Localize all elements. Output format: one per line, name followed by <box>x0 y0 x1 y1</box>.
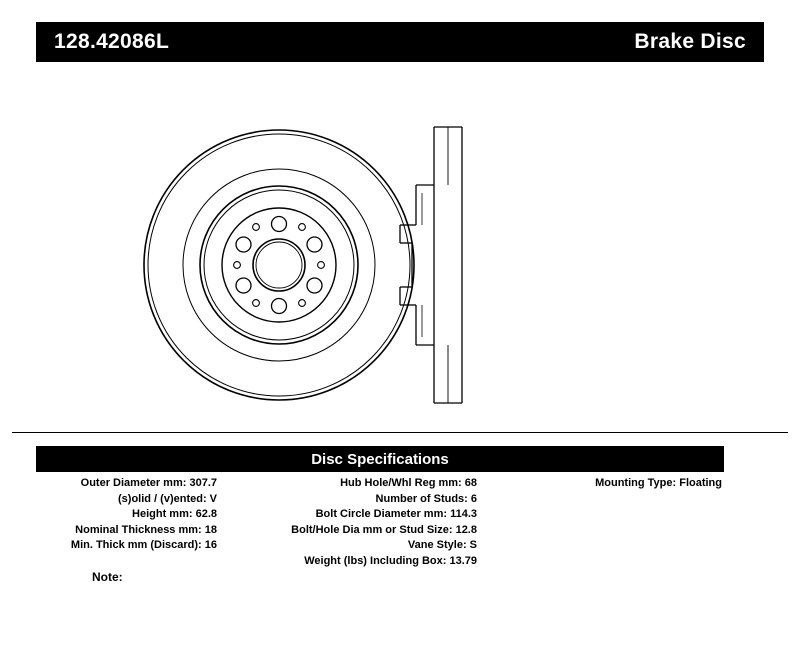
spec-item: Min. Thick mm (Discard): 16 <box>70 539 217 551</box>
spec-item: Weight (lbs) Including Box: 13.79 <box>304 554 477 567</box>
specifications-table <box>12 476 788 586</box>
spec-item: Height mm: 62.8 <box>132 508 217 520</box>
header-bar <box>36 22 764 62</box>
spec-item: Number of Studs: 6 <box>375 492 477 505</box>
spec-item: Bolt/Hole Dia mm or Stud Size: 12.8 <box>291 523 477 536</box>
specs-column-left <box>12 476 217 554</box>
spec-item: (s)olid / (v)ented: V <box>118 492 217 505</box>
specs-column-right <box>492 476 722 492</box>
spec-item: Outer Diameter mm: 307.7 <box>80 477 217 489</box>
technical-drawing <box>36 75 764 415</box>
specs-title: Disc Specifications <box>311 450 449 468</box>
spec-item: Bolt Circle Diameter mm: 114.3 <box>315 508 477 520</box>
spec-item: Vane Style: S <box>407 539 477 551</box>
section-divider <box>12 432 788 433</box>
brake-disc-front-view <box>144 130 414 400</box>
product-type-label: Brake Disc <box>634 30 746 53</box>
specs-column-middle <box>227 476 477 569</box>
spec-item: Nominal Thickness mm: 18 <box>75 523 217 536</box>
disc-specifications-bar <box>36 446 724 472</box>
part-number: 128.42086L <box>54 30 170 53</box>
spec-item: Hub Hole/Whl Reg mm: 68 <box>340 477 477 489</box>
note-label: Note: <box>92 570 123 584</box>
spec-item: Mounting Type: Floating <box>595 477 722 489</box>
